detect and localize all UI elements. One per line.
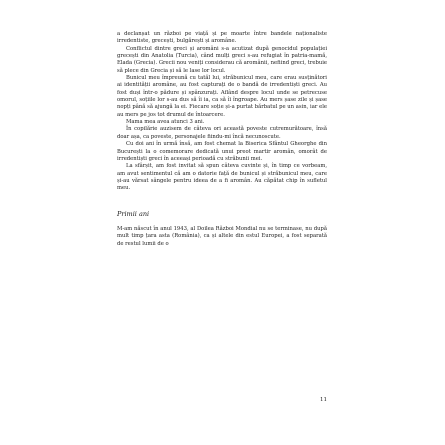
paragraph: Cu doi ani în urmă însă, am fost chemat la Biserica Sfântul Gheorghe din București la o comemorare dedicată unui preot martir aromân, omorât de irredentiști greci în aceeași perioadă cu străbunii mei. <box>117 141 327 162</box>
paragraph: Conflictul dintre greci și aromâni s-a acutizat după genocidul populației grecești din Anatolia (Turcia), când mulți greci s-au refugiat în patria-mamă, Elada (Grecia). Grecii nou veniți considerau că aromânii, nefiind greci, trebuie să plece din Grecia și să le lase lor locul. <box>117 45 327 74</box>
paragraph: La sfârșit, am fost invitat să spun câteva cuvinte și, în timp ce vorbeam, am avut sentimentul că am o datorie față de bunicul și străbunicul meu, care și-au vărsat sângele pentru ideea de a fi aromân. Au căpătat chip în sufletul meu. <box>117 163 327 192</box>
paragraph: M-am născut în anul 1943, al Doilea Război Mondial nu se terminase, nu după mult timp țara asta (România), ca și altele din estul Europei, a fost separată de restul lumii de o <box>117 225 327 247</box>
paragraph: În copilărie auzisem de câteva ori această poveste cutremurătoare, însă doar așa, ca poveste, personajele fiindu-mi încă necunoscute. <box>117 126 327 140</box>
paragraph: Mama mea avea atunci 3 ani. <box>126 119 205 126</box>
book-page <box>117 31 327 403</box>
section-title: Primii ani <box>117 209 150 218</box>
paragraph: Bunicul meu împreună cu tatăl lui, străbunicul meu, care erau susținători ai identității aromâne, au fost capturați de o bandă de irredentiști greci. Au fost duși într-o pădure și spânzurați. Aflând despre locul unde se petrecuse omorul, soțiile lor s-au dus să îi ia, ca să îi îngroape. Au mers șase zile și șase nopți până să ajungă la ei. Fiecare soție și-a purtat bărbatul pe un asin, iar ele au mers pe jos tot drumul de întoarcere. <box>117 75 327 118</box>
paragraph: a declanșat un război pe viață și pe moarte între bandele naționaliste irredentiste, grecești, bulgărești și aromâne. <box>117 31 327 45</box>
section-body-text <box>117 226 327 248</box>
body-text <box>117 31 327 193</box>
page-number: 11 <box>320 397 327 403</box>
